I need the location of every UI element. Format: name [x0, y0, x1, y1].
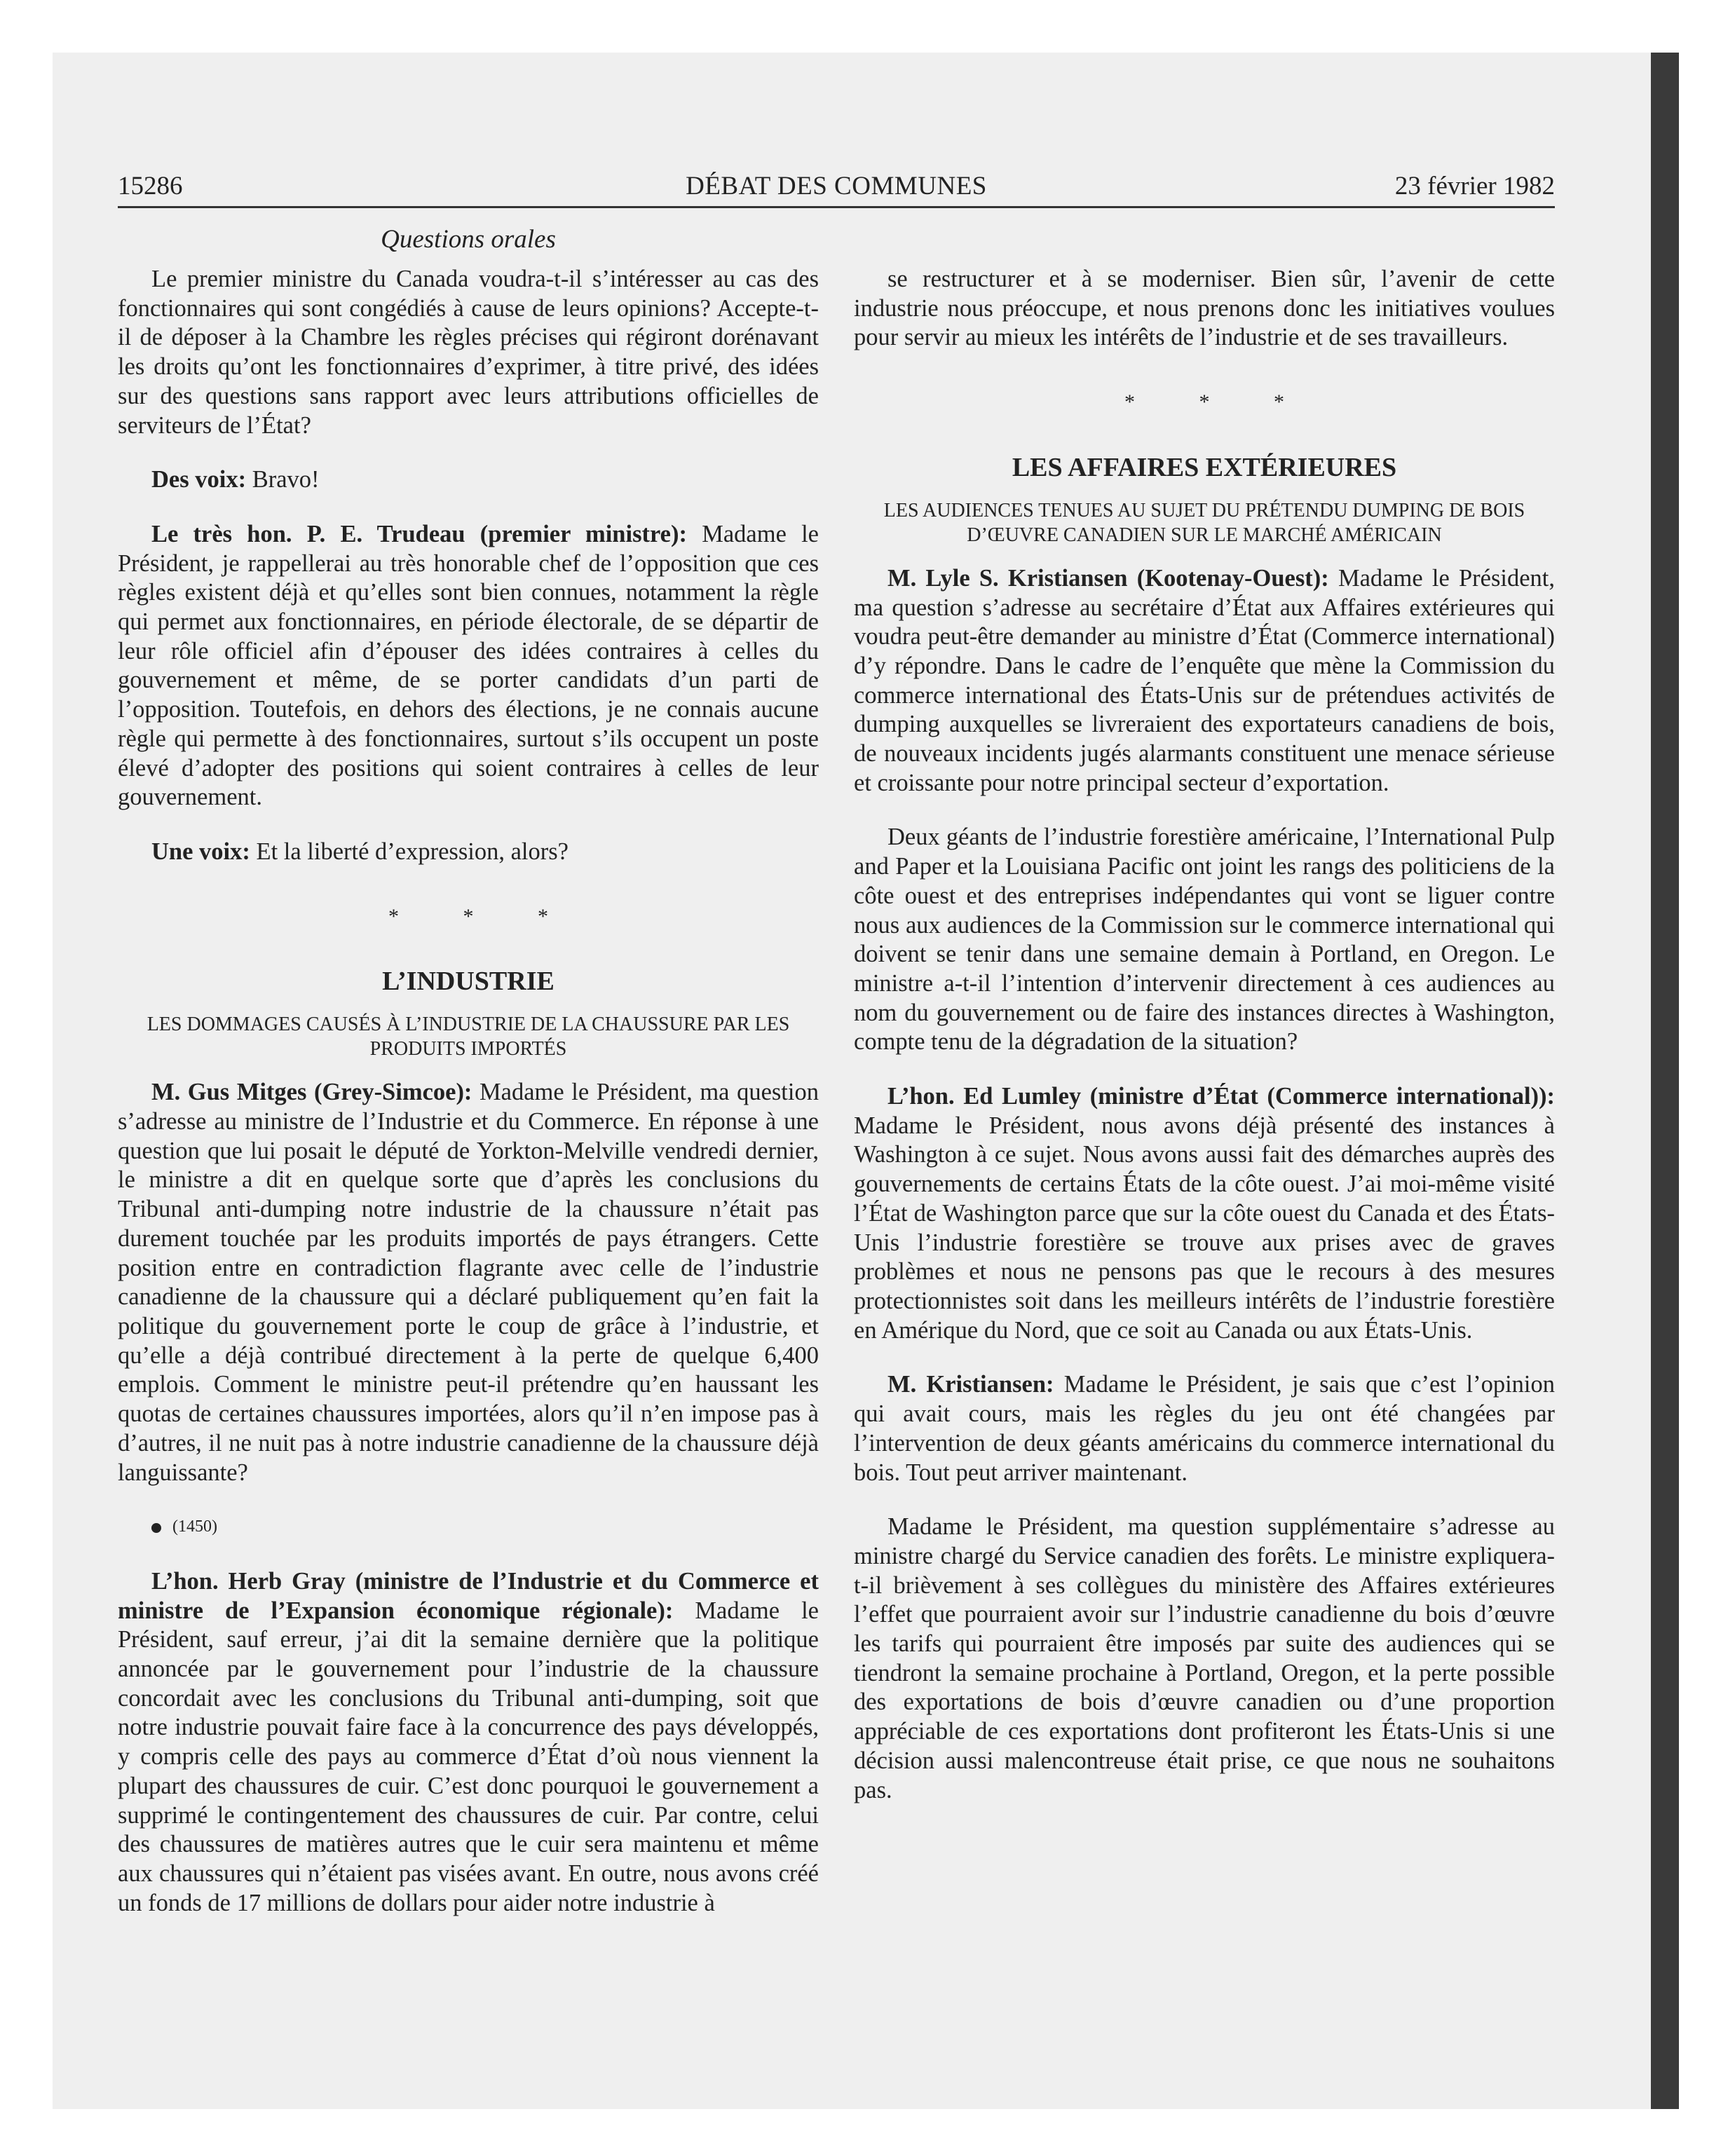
page-number: 15286 [118, 172, 183, 200]
section-heading: LES AFFAIRES EXTÉRIEURES [1012, 452, 1397, 482]
paragraph [854, 1082, 1555, 1345]
speaker: Une voix: [151, 838, 250, 865]
paragraph [118, 520, 819, 812]
running-header [118, 167, 1555, 208]
speaker: Le très hon. P. E. Trudeau (premier ministre): [151, 520, 687, 547]
speech-text: Madame le Président, je rappellerai au très honorable chef de l’opposition que ces règles existent déjà et qu’elles sont bien connues, notamment la règle qui permet aux fonctionnaires, en période électorale, de se départir de leur rôle officiel afin d’épouser des idées contraires à celles du gouvernement et même, de se porter candidats d’un parti de l’opposition. Toutefois, en dehors des élections, je ne connais aucune règle qui permette à des fonctionnaires, surtout s’ils occupent un poste élevé d’adopter des positions qui soient contraires à celles de leur gouvernement. [118, 520, 819, 811]
right-column [854, 265, 1555, 1830]
paragraph: Deux géants de l’industrie forestière américaine, l’International Pulp and Paper et la Louisiana Pacific ont joint les rangs des politiciens de la côte ouest et des entreprises indépendantes qui vont se liguer contre nous aux audiences de la Commission sur le commerce international qui doivent se tenir dans une semaine demain à Portland, en Oregon. Le ministre a-t-il l’intention d’intervenir directement à ces audiences au nom du gouvernement ou de faire des instances directes à Washington, compte tenu de la dégradation de la situation? [854, 824, 1555, 1056]
paragraph: se restructurer et à se moderniser. Bien sûr, l’avenir de cette industrie nous préoccupe, et nous prenons donc les initiatives voulues pour servir au mieux les intérêts de l’industrie et de ses travailleurs. [854, 266, 1555, 351]
speaker: L’hon. Herb Gray (ministre de l’Industrie et du Commerce et ministre de l’Expansion économique régionale): [118, 1567, 819, 1624]
section-separator: * * * [1124, 390, 1314, 414]
section-subheading: LES AUDIENCES TENUES AU SUJET DU PRÉTENDU DUMPING DE BOIS D’ŒUVRE CANADIEN SUR LE MARCHÉ AMÉRICAIN [883, 499, 1525, 546]
paragraph [118, 838, 819, 867]
timestamp-text: (1450) [172, 1517, 217, 1536]
speaker: M. Gus Mitges (Grey-Simcoe): [151, 1079, 472, 1106]
section-label: Questions orales [381, 225, 556, 254]
paragraph [854, 564, 1555, 798]
scan-edge-shadow [1651, 53, 1679, 2109]
speaker: Des voix: [151, 466, 247, 493]
speaker: L’hon. Ed Lumley (ministre d’État (Commerce international)): [887, 1083, 1555, 1110]
section-separator: * * * [388, 904, 578, 928]
paragraph [854, 1370, 1555, 1487]
paragraph [118, 1078, 819, 1487]
speech-text: Madame le Président, je sais que c’est l’opinion qui avait cours, mais les règles du jeu ont été changées par l’intervention de deux géants américains du commerce international du bois. Tout peut arriver maintenant. [854, 1371, 1555, 1486]
paragraph: Le premier ministre du Canada voudra-t-il s’intéresser au cas des fonctionnaires qui sont congédiés à cause de leurs opinions? Accepte-t-il de déposer à la Chambre les règles précises qui régiront dorénavant les droits qu’ont les fonctionnaires d’exprimer, à titre privé, des idées sur des questions sans rapport avec leurs attributions officielles de serviteurs de l’État? [118, 266, 819, 439]
paragraph: Madame le Président, ma question supplémentaire s’adresse au ministre chargé du Service canadien des forêts. Le ministre expliquera-t-il brièvement à ses collègues du ministère des Affaires extérieures l’effet que pourraient avoir sur l’industrie canadienne du bois d’œuvre les tarifs qui pourraient être imposés par suite des audiences qui se tiendront la semaine prochaine à Portland, Oregon, et la perte possible des exportations de bois d’œuvre canadien ou d’une proportion appréciable de ces exportations dont profiteront les États-Unis si une décision aussi malencontreuse était prise, ce que nous ne souhaitons pas. [854, 1513, 1555, 1803]
speaker: M. Kristiansen: [887, 1371, 1054, 1398]
speech-text: Bravo! [246, 466, 320, 493]
speech-text: Madame le Président, ma question s’adresse au ministre de l’Industrie et du Commerce. En réponse à une question que lui posait le député de Yorkton-Melville vendredi dernier, le ministre a dit en quelque sorte que d’après les conclusions du Tribunal anti-dumping notre industrie de la chaussure n’était pas durement touchée par les produits importés de pays étrangers. Cette position entre en contradiction flagrante avec celle de l’industrie canadienne de la chaussure qui a déclaré publiquement qu’en fait la politique du gouvernement porte le coup de grâce à l’industrie, et qu’elle a déjà contribué directement à la perte de quelque 6,400 emplois. Comment le ministre peut-il prétendre qu’en haussant les quotas de certaines chaussures importées, alors qu’il n’en impose pas à d’autres, il ne nuit pas à notre industrie canadienne de la chaussure déjà languissante? [118, 1079, 819, 1486]
paragraph [118, 465, 819, 495]
speech-text: Madame le Président, ma question s’adresse au secrétaire d’État aux Affaires extérieures qui voudra peut-être demander au ministre d’État (Commerce international) d’y répondre. Dans le cadre de l’enquête que mène la Commission du commerce international des États-Unis sur de prétendues activités de dumping auxquelles se livreraient des exportateurs canadiens de bois, de nouveaux incidents jugés alarmants constituent une menace sérieuse et croissante pour notre principal secteur d’exportation. [854, 564, 1555, 796]
speech-text: Madame le Président, nous avons déjà présenté des instances à Washington à ce sujet. Nous avons aussi fait des démarches auprès des gouvernements de certains États de la côte ouest. J’ai moi-même visité l’État de Washington parce que sur la côte ouest du Canada et des États-Unis l’industrie forestière se trouve aux prises avec de graves problèmes et nous ne pensons pas que le recours à des mesures protectionnistes soit dans les meilleurs intérêts de l’industrie forestière en Amérique du Nord, que ce soit au Canada ou aux États-Unis. [854, 1112, 1555, 1344]
speaker: M. Lyle S. Kristiansen (Kootenay-Ouest): [887, 564, 1329, 592]
journal-title: DÉBAT DES COMMUNES [686, 172, 987, 200]
section-heading: L’INDUSTRIE [382, 967, 554, 997]
timestamp [118, 1513, 819, 1542]
speech-text: Madame le Président, sauf erreur, j’ai dit la semaine dernière que la politique annoncée par le gouvernement pour l’industrie de la chaussure concordait avec les conclusions du Tribunal anti-dumping, soit que notre industrie pouvait faire face à la concurrence des pays développés, y compris celle des pays au commerce d’État d’où nous viennent la plupart des chaussures de cuir. C’est donc pourquoi le gouvernement a supprimé le contingentement des chaussures de cuir. Par contre, celui des chaussures de matières autres que le cuir sera maintenu et même aux chaussures qui n’étaient pas visées avant. En outre, nous avons créé un fonds de 17 millions de dollars pour aider notre industrie à [118, 1597, 819, 1916]
bullet-icon [151, 1523, 161, 1533]
left-column [118, 265, 819, 1943]
speech-text: Et la liberté d’expression, alors? [250, 838, 569, 865]
section-subheading: LES DOMMAGES CAUSÉS À L’INDUSTRIE DE LA CHAUSSURE PAR LES PRODUITS IMPORTÉS [147, 1014, 790, 1060]
issue-date: 23 février 1982 [1394, 172, 1555, 200]
paragraph [118, 1567, 819, 1918]
